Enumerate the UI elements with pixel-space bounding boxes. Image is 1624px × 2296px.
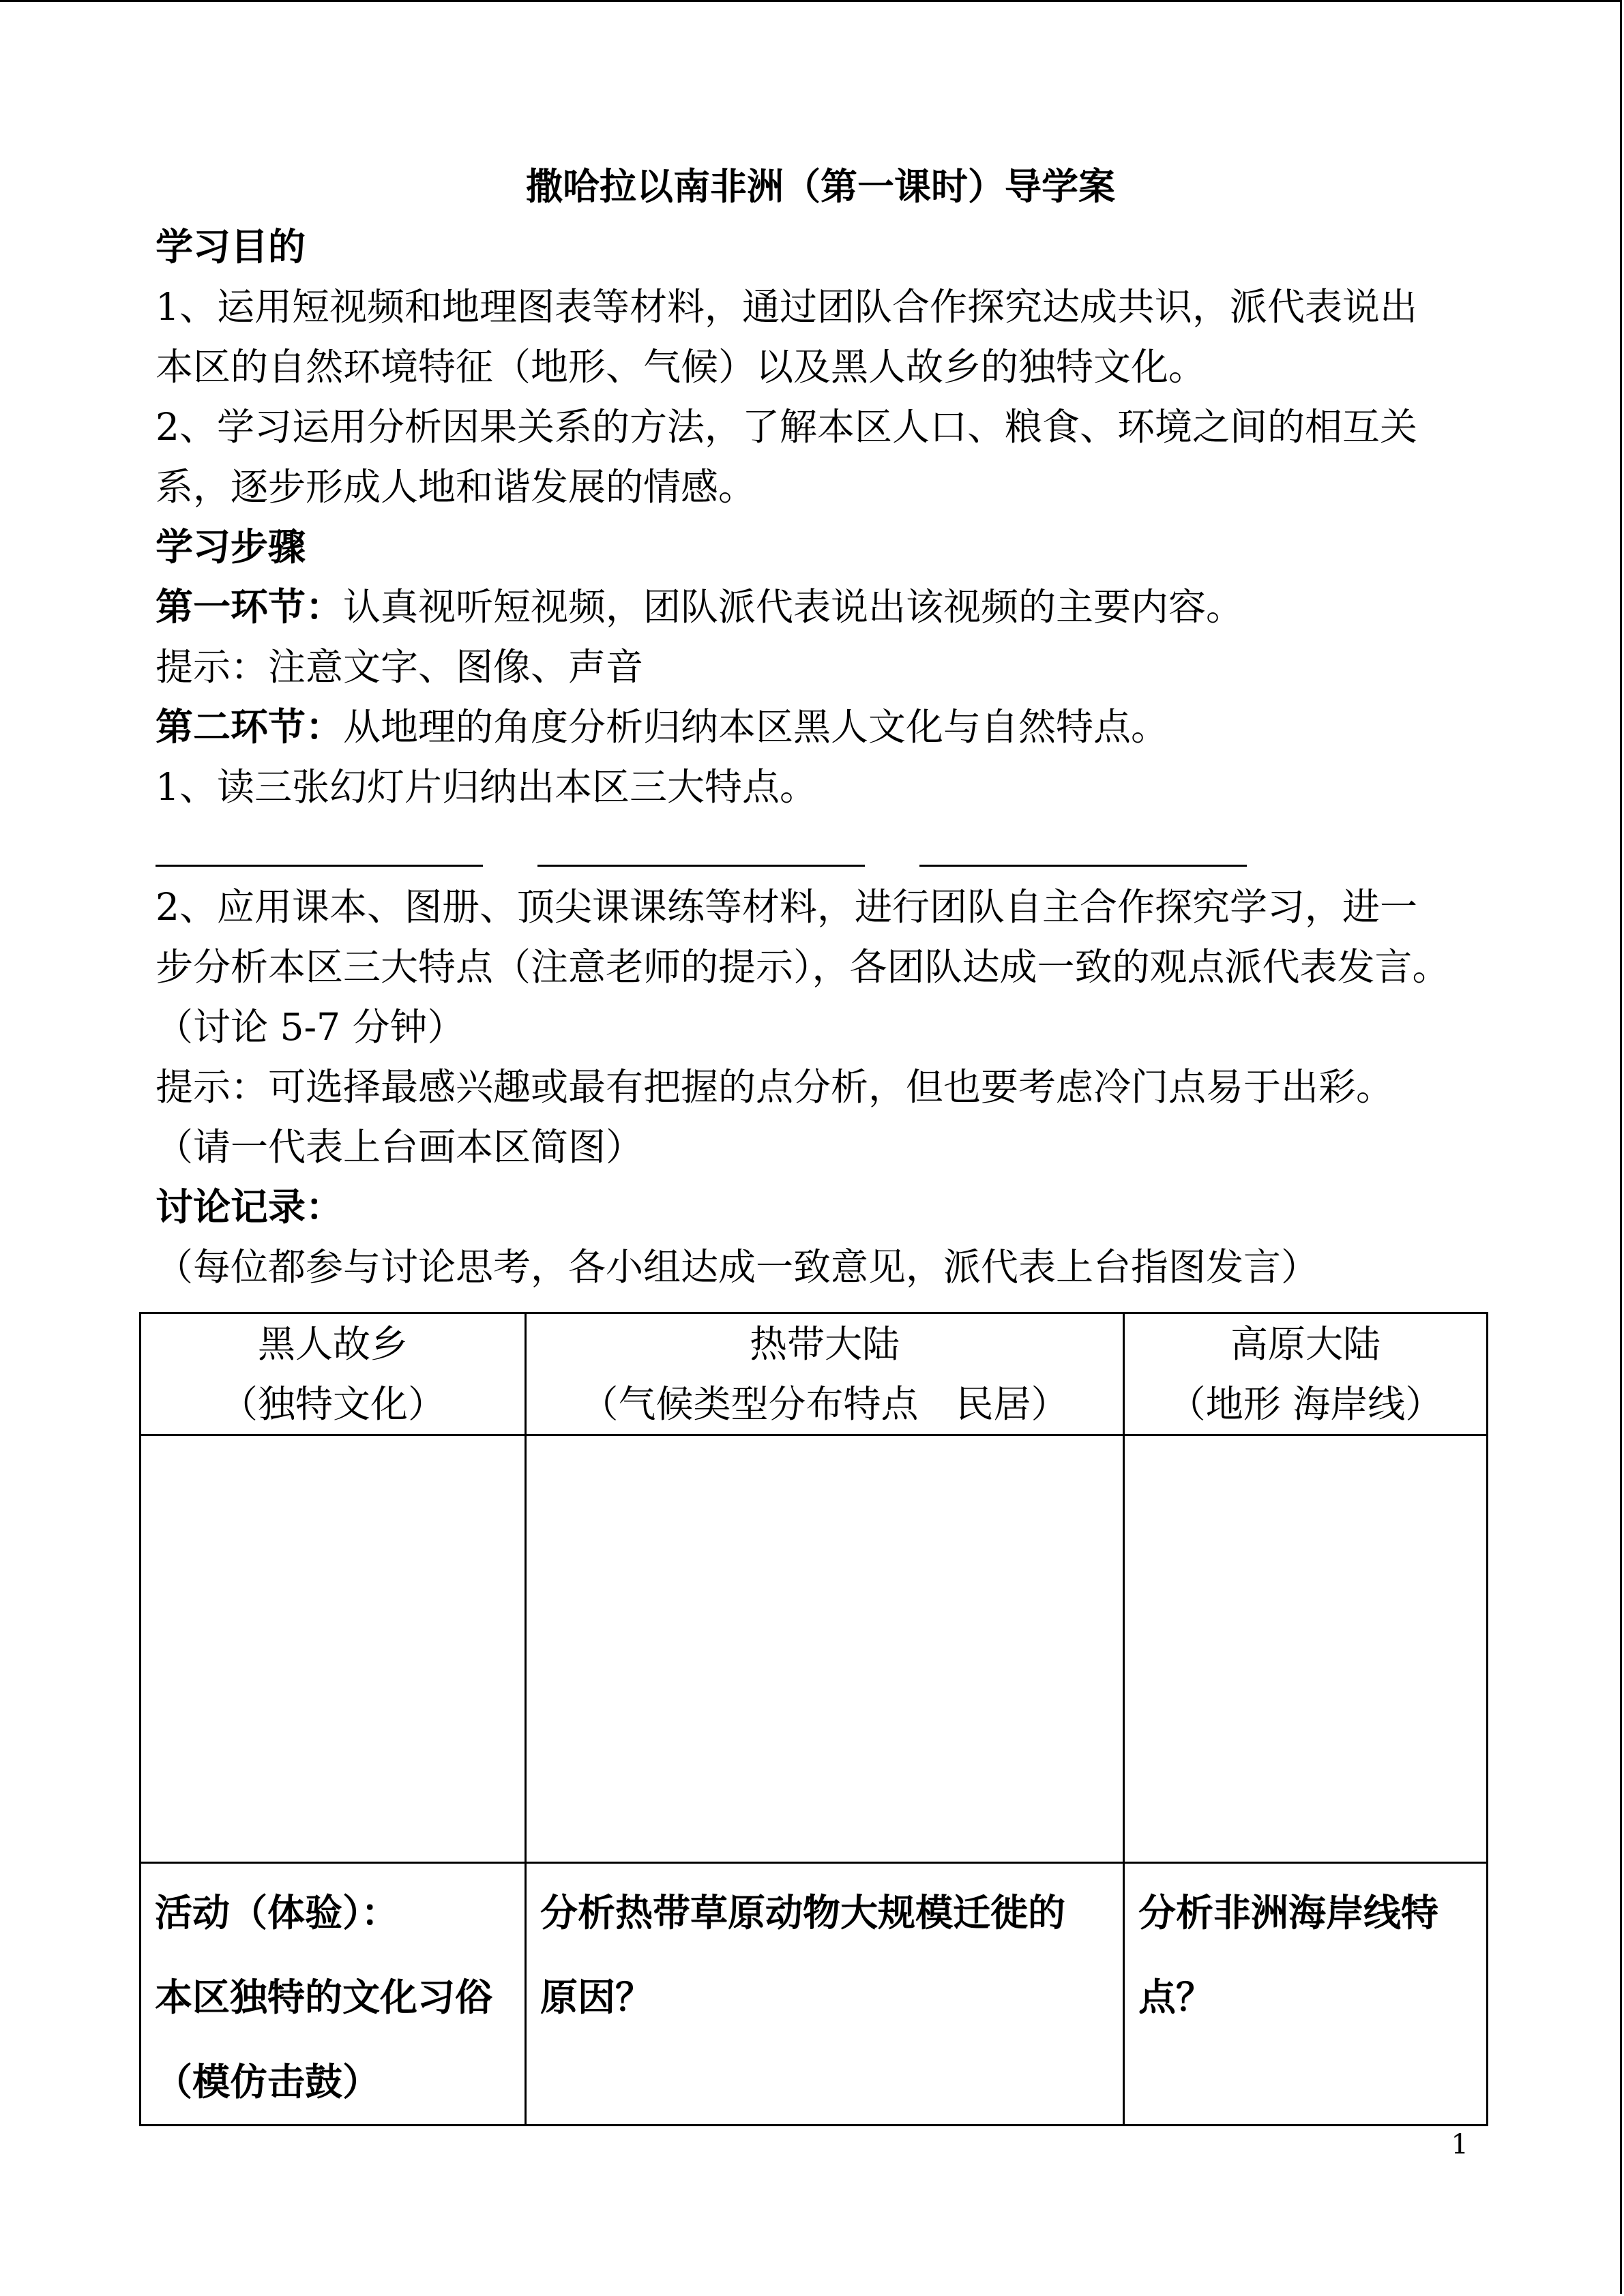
- answer-blank-line[interactable]: [919, 865, 1247, 867]
- record-heading: 讨论记录：: [156, 1184, 344, 1229]
- cell-line: 本区独特的文化习俗: [155, 1975, 493, 2019]
- answer-blanks: [156, 817, 1486, 877]
- step1-hint: 提示：注意文字、图像、声音: [156, 645, 644, 689]
- record-note: （每位都参与讨论思考，各小组达成一致意见，派代表上台指图发言）: [156, 1245, 1319, 1289]
- header-line: （独特文化）: [220, 1382, 445, 1426]
- step1-text: 认真视听短视频，团队派代表说出该视频的主要内容。: [343, 585, 1244, 629]
- cell-line: 分析非洲海岸线特: [1138, 1890, 1439, 1935]
- task1: 1、读三张幻灯片归纳出本区三大特点。: [156, 765, 817, 809]
- header-line: （地形 海岸线）: [1168, 1382, 1443, 1426]
- task2-line: 步分析本区三大特点（注意老师的提示），各团队达成一致的观点派代表发言。: [156, 945, 1450, 989]
- task2-line: 提示：可选择最感兴趣或最有把握的点分析，但也要考虑冷门点易于出彩。: [156, 1065, 1394, 1109]
- step1: [156, 577, 1486, 637]
- table-row-activity: [141, 1863, 1488, 2126]
- step2-label: 第二环节：: [156, 704, 344, 749]
- notes-cell[interactable]: [141, 1435, 526, 1863]
- header-line: 热带大陆: [749, 1322, 900, 1366]
- cell-line: （模仿击鼓）: [155, 2059, 381, 2104]
- header-tropical-continent: [526, 1313, 1124, 1435]
- question-cell: [1124, 1863, 1488, 2126]
- document-body: [156, 155, 1486, 1297]
- task2-line: （讨论 5-7 分钟）: [156, 1005, 465, 1049]
- header-line: 高原大陆: [1230, 1322, 1381, 1366]
- step1-label: 第一环节：: [156, 584, 344, 629]
- header-line: 黑人故乡: [257, 1322, 408, 1366]
- activity-cell: [141, 1863, 526, 2126]
- cell-line: 点？: [1138, 1975, 1214, 2019]
- header-black-homeland: [141, 1313, 526, 1435]
- objective-line: 2、学习运用分析因果关系的方法，了解本区人口、粮食、环境之间的相互关: [156, 405, 1417, 449]
- step2-text: 从地理的角度分析归纳本区黑人文化与自然特点。: [343, 705, 1169, 749]
- answer-blank-line[interactable]: [156, 865, 483, 867]
- question-cell: [526, 1863, 1124, 2126]
- objectives-heading: 学习目的: [156, 224, 306, 269]
- cell-line: 分析热带草原动物大规模迁徙的: [540, 1890, 1066, 1935]
- steps-heading: 学习步骤: [156, 524, 306, 569]
- objective-line: 系，逐步形成人地和谐发展的情感。: [156, 465, 756, 509]
- discussion-record-table: [139, 1312, 1488, 2126]
- page-number: 1: [1451, 2129, 1468, 2160]
- cell-line: 原因？: [540, 1975, 653, 2019]
- notes-cell[interactable]: [1124, 1435, 1488, 1863]
- objective-line: 本区的自然环境特征（地形、气候）以及黑人故乡的独特文化。: [156, 345, 1207, 389]
- table-row-notes: [141, 1435, 1488, 1863]
- answer-blank-line[interactable]: [537, 865, 865, 867]
- notes-cell[interactable]: [526, 1435, 1124, 1863]
- task2-line: 2、应用课本、图册、顶尖课课练等材料，进行团队自主合作探究学习，进一: [156, 885, 1417, 929]
- objective-line: 1、运用短视频和地理图表等材料，通过团队合作探究达成共识，派代表说出: [156, 285, 1417, 329]
- header-plateau-continent: [1124, 1313, 1488, 1435]
- page-title: 撒哈拉以南非洲（第一课时）导学案: [526, 164, 1115, 208]
- table-header-row: [141, 1313, 1488, 1435]
- cell-line: 活动（体验）：: [155, 1890, 399, 1935]
- header-line: （气候类型分布特点 民居）: [580, 1382, 1069, 1426]
- task2-line: （请一代表上台画本区简图）: [156, 1125, 644, 1169]
- step2: [156, 697, 1486, 757]
